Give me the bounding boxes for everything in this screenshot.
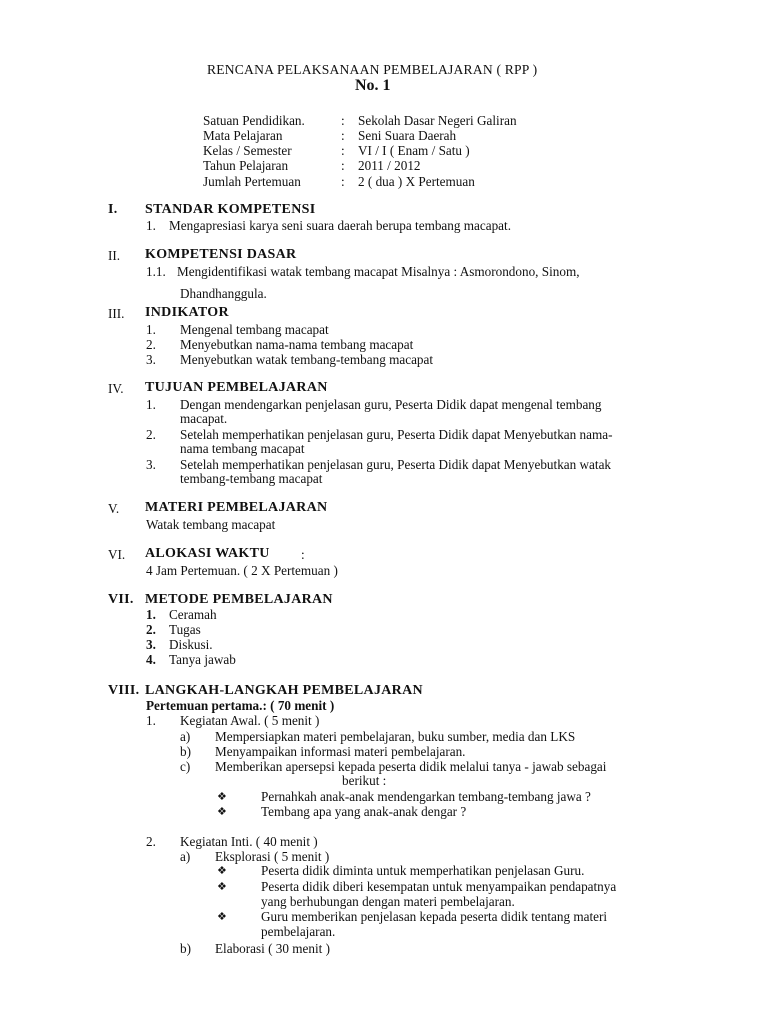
section-number: VIII.: [108, 683, 140, 698]
list-number: 3.: [146, 352, 156, 367]
list-number: 4.: [146, 652, 156, 667]
section-number: II.: [108, 248, 121, 263]
bullet-item: Guru memberikan penjelasan kepada peserta didik tentang materi: [261, 909, 608, 924]
section-title: INDIKATOR: [145, 305, 229, 320]
meeting-heading: Pertemuan pertama.: ( 70 menit ): [146, 698, 335, 713]
list-number: 2.: [146, 834, 156, 849]
list-number: 1.: [146, 713, 156, 728]
list-item-continuation: tembang-tembang macapat: [180, 471, 323, 486]
diamond-bullet-icon: ❖: [217, 806, 227, 818]
sub-item-continuation: berikut :: [342, 773, 387, 788]
bullet-item-continuation: yang berhubungan dengan materi pembelajaran.: [261, 894, 515, 909]
list-number: 1.: [146, 218, 156, 233]
info-value: Sekolah Dasar Negeri Galiran: [358, 113, 517, 128]
list-number: 1.: [146, 607, 156, 622]
bullet-item: Peserta didik diberi kesempatan untuk menyampaikan pendapatnya: [261, 879, 617, 894]
section-title: STANDAR KOMPETENSI: [145, 202, 316, 217]
list-number: 1.: [146, 397, 156, 412]
bullet-item: Peserta didik diminta untuk memperhatikan penjelasan Guru.: [261, 863, 585, 878]
sub-letter: a): [180, 849, 191, 864]
section-number: IV.: [108, 381, 124, 396]
sub-letter: b): [180, 744, 191, 759]
sub-item: Mempersiapkan materi pembelajaran, buku sumber, media dan LKS: [215, 729, 576, 744]
list-item: Diskusi.: [169, 637, 213, 652]
section-text: Watak tembang macapat: [146, 517, 276, 532]
sub-item: Memberikan apersepsi kepada peserta didik melalui tanya - jawab sebagai: [215, 759, 607, 774]
info-value: 2 ( dua ) X Pertemuan: [358, 174, 475, 189]
list-item: Mengenal tembang macapat: [180, 322, 329, 337]
section-number: V.: [108, 501, 120, 516]
list-item: Mengapresiasi karya seni suara daerah berupa tembang macapat.: [169, 218, 511, 233]
list-item-continuation: macapat.: [180, 411, 228, 426]
diamond-bullet-icon: ❖: [217, 911, 227, 923]
list-item: Menyebutkan watak tembang-tembang macapat: [180, 352, 434, 367]
list-item: Ceramah: [169, 607, 217, 622]
info-label: Satuan Pendidikan.: [203, 113, 305, 128]
sub-item: Menyampaikan informasi materi pembelajaran.: [215, 744, 466, 759]
info-sep: :: [341, 174, 345, 189]
list-number: 3.: [146, 457, 156, 472]
section-title: METODE PEMBELAJARAN: [145, 592, 333, 607]
list-item-continuation: Dhandhanggula.: [180, 286, 267, 301]
sub-item: Eksplorasi ( 5 menit ): [215, 849, 330, 864]
list-item: Tugas: [169, 622, 201, 637]
list-number: 1.: [146, 322, 156, 337]
list-item: Tanya jawab: [169, 652, 236, 667]
list-number: 2.: [146, 427, 156, 442]
section-text: 4 Jam Pertemuan. ( 2 X Pertemuan ): [146, 563, 338, 578]
info-sep: :: [341, 113, 345, 128]
section-number: I.: [108, 202, 118, 217]
info-sep: :: [341, 128, 345, 143]
diamond-bullet-icon: ❖: [217, 865, 227, 877]
info-sep: :: [341, 158, 345, 173]
info-value: Seni Suara Daerah: [358, 128, 457, 143]
list-item: Setelah memperhatikan penjelasan guru, Peserta Didik dapat Menyebutkan nama-: [180, 427, 613, 442]
info-label: Tahun Pelajaran: [203, 158, 289, 173]
list-item: Dengan mendengarkan penjelasan guru, Peserta Didik dapat mengenal tembang: [180, 397, 602, 412]
activity-heading: Kegiatan Awal. ( 5 menit ): [180, 713, 320, 728]
sub-letter: a): [180, 729, 191, 744]
info-sep: :: [341, 143, 345, 158]
activity-heading: Kegiatan Inti. ( 40 menit ): [180, 834, 318, 849]
sub-item: Elaborasi ( 30 menit ): [215, 941, 330, 956]
list-number: 2.: [146, 622, 156, 637]
list-item: Menyebutkan nama-nama tembang macapat: [180, 337, 414, 352]
list-number: 2.: [146, 337, 156, 352]
info-label: Kelas / Semester: [203, 143, 292, 158]
document-title: RENCANA PELAKSANAAN PEMBELAJARAN ( RPP ): [207, 62, 538, 77]
info-value: VI / I ( Enam / Satu ): [358, 143, 470, 158]
document-number: No. 1: [355, 77, 391, 94]
section-title: TUJUAN PEMBELAJARAN: [145, 380, 328, 395]
info-label: Jumlah Pertemuan: [203, 174, 301, 189]
bullet-item: Pernahkah anak-anak mendengarkan tembang-tembang jawa ?: [261, 789, 591, 804]
diamond-bullet-icon: ❖: [217, 881, 227, 893]
info-label: Mata Pelajaran: [203, 128, 283, 143]
sub-letter: b): [180, 941, 191, 956]
section-number: VII.: [108, 592, 134, 607]
list-item: Setelah memperhatikan penjelasan guru, Peserta Didik dapat Menyebutkan watak: [180, 457, 612, 472]
section-title: ALOKASI WAKTU: [145, 546, 270, 561]
sub-letter: c): [180, 759, 191, 774]
bullet-item: Tembang apa yang anak-anak dengar ?: [261, 804, 467, 819]
bullet-item-continuation: pembelajaran.: [261, 924, 336, 939]
section-number: III.: [108, 306, 125, 321]
diamond-bullet-icon: ❖: [217, 791, 227, 803]
list-number: 3.: [146, 637, 156, 652]
info-value: 2011 / 2012: [358, 158, 421, 173]
section-title: KOMPETENSI DASAR: [145, 247, 297, 262]
section-colon: :: [301, 547, 305, 562]
list-item-continuation: nama tembang macapat: [180, 441, 305, 456]
section-title: LANGKAH-LANGKAH PEMBELAJARAN: [145, 683, 423, 698]
section-title: MATERI PEMBELAJARAN: [145, 500, 328, 515]
section-number: VI.: [108, 547, 126, 562]
list-item: Mengidentifikasi watak tembang macapat Misalnya : Asmorondono, Sinom,: [177, 264, 580, 279]
list-number: 1.1.: [146, 264, 166, 279]
